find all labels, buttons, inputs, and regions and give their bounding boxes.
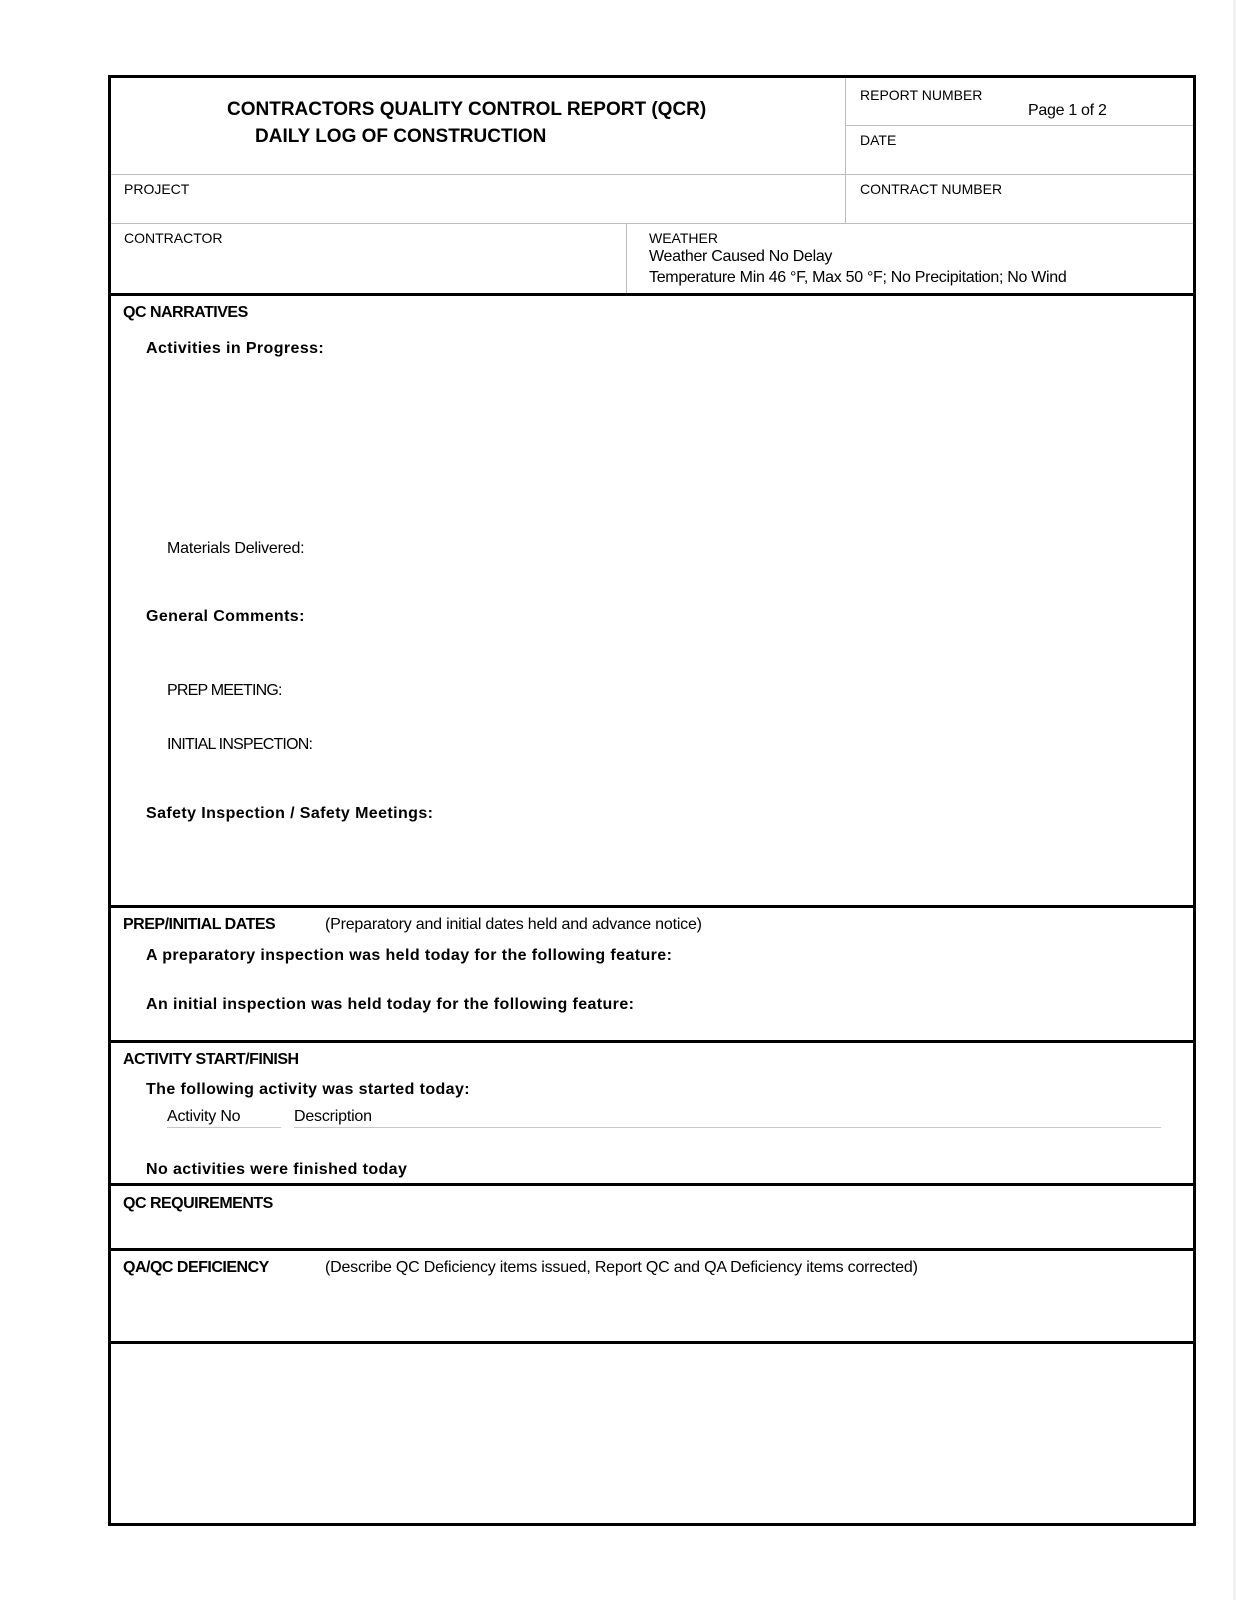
initial-inspection-line: An initial inspection was held today for the following feature: (146, 996, 635, 1013)
weather-temperature: Temperature Min 46 °F, Max 50 °F; No Precipitation; No Wind (649, 269, 1067, 286)
report-number-label: REPORT NUMBER (860, 87, 983, 103)
project-row-top (111, 174, 1193, 175)
blank-section-top (111, 1341, 1193, 1344)
contractor-divider (626, 223, 627, 294)
weather-label: WEATHER (649, 230, 718, 246)
page-indicator: Page 1 of 2 (1028, 102, 1107, 119)
form-subtitle: DAILY LOG OF CONSTRUCTION (255, 126, 547, 147)
deficiency-top (111, 1248, 1193, 1251)
prep-initial-top (111, 905, 1193, 908)
deficiency-note: (Describe QC Deficiency items issued, Report QC and QA Deficiency items corrected) (325, 1259, 918, 1276)
qc-requirements-heading: QC REQUIREMENTS (123, 1195, 273, 1212)
activity-no-underline (167, 1127, 281, 1128)
qc-requirements-top (111, 1183, 1193, 1186)
qcr-form (108, 75, 1196, 1526)
qc-narratives-top (111, 293, 1193, 296)
date-label: DATE (860, 132, 897, 148)
contractor-label: CONTRACTOR (124, 230, 223, 246)
preparatory-inspection-line: A preparatory inspection was held today for the following feature: (146, 947, 673, 964)
activity-no-header: Activity No (167, 1108, 241, 1125)
general-comments: General Comments: (146, 608, 305, 625)
header-divider (845, 78, 846, 223)
initial-inspection: INITIAL INSPECTION: (167, 736, 313, 753)
materials-delivered: Materials Delivered: (167, 540, 305, 557)
project-label: PROJECT (124, 181, 190, 197)
deficiency-heading: QA/QC DEFICIENCY (123, 1259, 269, 1276)
form-title: CONTRACTORS QUALITY CONTROL REPORT (QCR) (227, 99, 707, 120)
qc-narratives-heading: QC NARRATIVES (123, 304, 248, 321)
activity-started-line: The following activity was started today: (146, 1081, 471, 1098)
prep-meeting: PREP MEETING: (167, 682, 282, 699)
description-underline (294, 1127, 1161, 1128)
activity-top (111, 1040, 1193, 1043)
activity-heading: ACTIVITY START/FINISH (123, 1051, 299, 1068)
prep-initial-note: (Preparatory and initial dates held and advance notice) (325, 916, 702, 933)
description-header: Description (294, 1108, 372, 1125)
activities-in-progress: Activities in Progress: (146, 340, 325, 357)
contract-number-label: CONTRACT NUMBER (860, 181, 1003, 197)
prep-initial-heading: PREP/INITIAL DATES (123, 916, 276, 933)
contractor-row-top (111, 223, 1193, 224)
activities-finished-line: No activities were finished today (146, 1161, 408, 1178)
report-date-divider (845, 125, 1193, 126)
weather-delay: Weather Caused No Delay (649, 248, 833, 265)
safety-meetings: Safety Inspection / Safety Meetings: (146, 805, 434, 822)
